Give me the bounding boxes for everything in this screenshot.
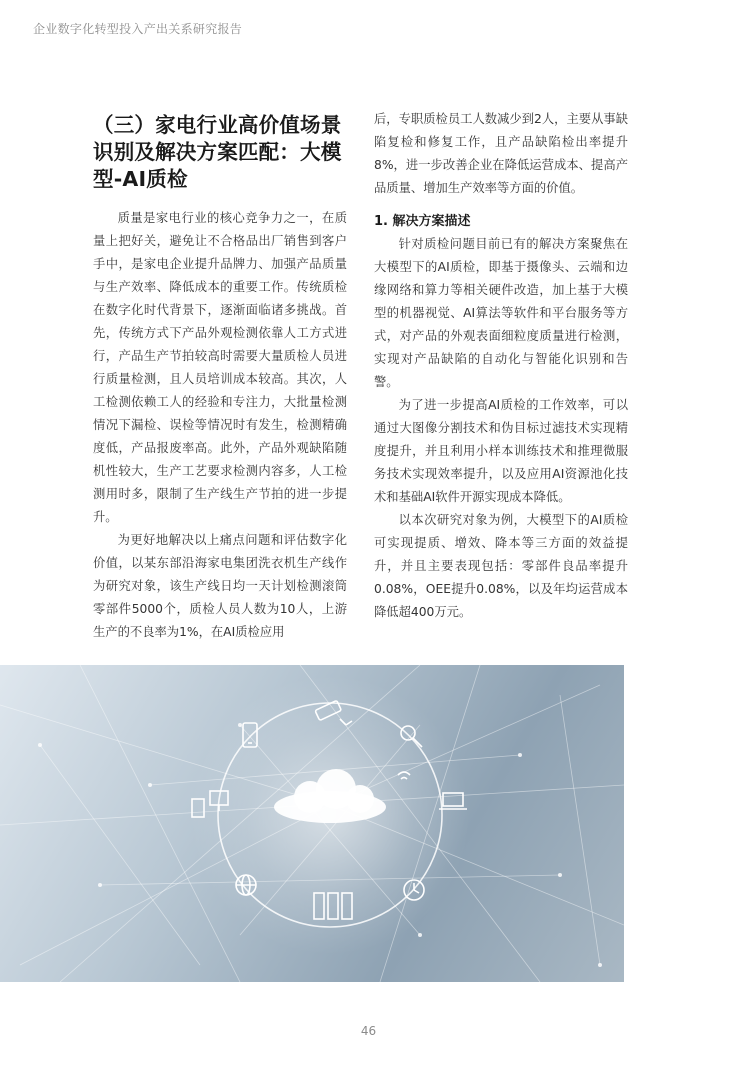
right-column: [374, 108, 628, 624]
section-title: [93, 112, 347, 193]
section-title-line: （三）家电行业高价值场景: [93, 113, 342, 137]
sub-heading: 1. 解决方案描述: [374, 214, 471, 229]
body-paragraph: 针对质检问题目前已有的解决方案聚焦在大模型下的AI质检，即基于摄像头、云端和边缘网络和算力等相关硬件改造，加上基于大模型的机器视觉、AI算法等软件和平台服务等方式，对产品的外观表面细粒度质量进行检测，实现对产品缺陷的自动化与智能化识别和告警。: [374, 237, 628, 389]
body-paragraph: 为更好地解决以上痛点问题和评估数字化价值，以某东部沿海家电集团洗衣机生产线作为研究对象，该生产线日均一天计划检测滚筒零部件5000个，质检人员人数为10人，上游生产的不良率为1%，在AI质检应用: [93, 533, 347, 639]
left-column: [93, 112, 347, 644]
running-header: 企业数字化转型投入产出关系研究报告: [33, 22, 243, 36]
section-title-line: 型-AI质检: [93, 167, 188, 191]
body-paragraph: 以本次研究对象为例，大模型下的AI质检可实现提质、增效、降本等三方面的效益提升，并且主要表现包括：零部件良品率提升0.08%，OEE提升0.08%，以及年均运营成本降低超400万元。: [374, 513, 628, 619]
body-paragraph-continuation: 后，专职质检员工人数减少到2人，主要从事缺陷复检和修复工作，且产品缺陷检出率提升8%，进一步改善企业在降低运营成本、提高产品质量、增加生产效率等方面的价值。: [374, 112, 628, 195]
cloud-network-illustration: [0, 665, 624, 982]
section-title-line: 识别及解决方案匹配：大模: [93, 140, 342, 164]
body-paragraph: 质量是家电行业的核心竞争力之一，在质量上把好关，避免让不合格品出厂销售到客户手中，是家电企业提升品牌力、加强产品质量与生产效率、降低成本的重要工作。传统质检在数字化时代背景下，逐渐面临诸多挑战。首先，传统方式下产品外观检测依靠人工方式进行，产品生产节拍较高时需要大量质检人员进行质量检测，且人员培训成本较高。其次，人工检测依赖工人的经验和专注力，大批量检测情况下漏检、误检等情况时有发生，检测精确度低，产品报废率高。此外，产品外观缺陷随机性较大，生产工艺要求检测内容多，人工检测用时多，限制了生产线生产节拍的进一步提升。: [93, 211, 347, 524]
page-number: 46: [360, 1024, 377, 1038]
body-paragraph: 为了进一步提高AI质检的工作效率，可以通过大图像分割技术和伪目标过滤技术实现精度提升，并且利用小样本训练技术和推理微服务技术实现效率提升，以及应用AI资源池化技术和基础AI软件开源实现成本降低。: [374, 398, 628, 504]
